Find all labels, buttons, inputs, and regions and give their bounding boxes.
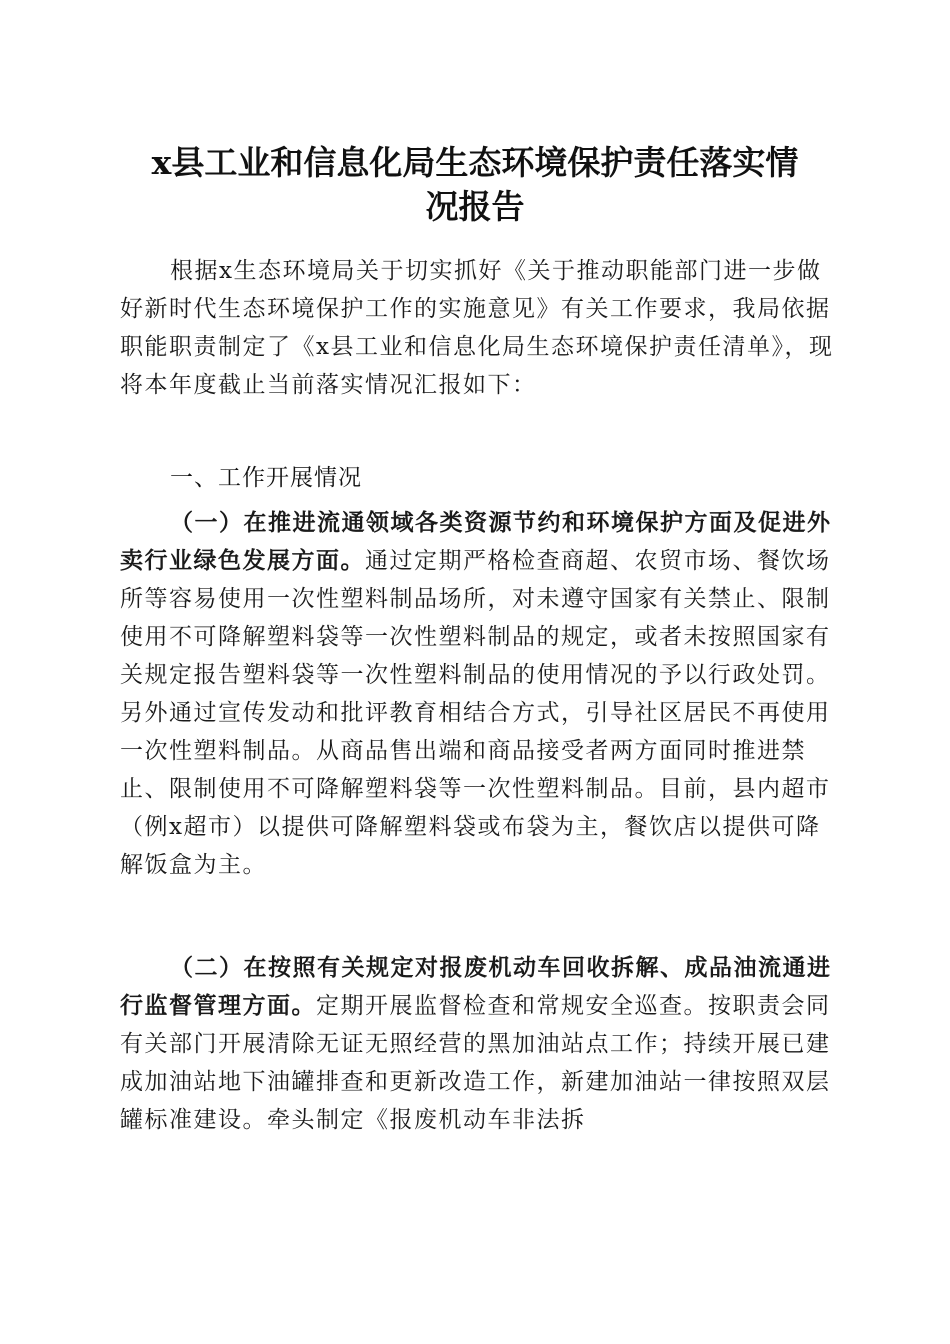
item-2-lead: （二）在按照有关规定对报废机动车回收拆解、成品油流通进行监督管理方面。: [120, 954, 832, 1019]
item-2-text: 定期开展监督检查和常规安全巡查。按职责会同有关部门开展清除无证无照经营的黑加油站点工作；持续开展已建成加油站地下油罐排查和更新改造工作，新建加油站一律按照双层罐标准建设。牵头制定《报废机动车非法拆: [120, 993, 831, 1133]
intro-paragraph: 根据x生态环境局关于切实抓好《关于推动职能部门进一步做好新时代生态环境保护工作的实施意见》有关工作要求，我局依据职能职责制定了《x县工业和信息化局生态环境保护责任清单》，现将本年度截止当前落实情况汇报如下：: [120, 258, 834, 398]
document-title-line-1: x县工业和信息化局生态环境保护责任落实情: [151, 143, 799, 182]
item-1-text: 通过定期严格检查商超、农贸市场、餐饮场所等容易使用一次性塑料制品场所，对未遵守国家有关禁止、限制使用不可降解塑料袋等一次性塑料制品的规定，或者未按照国家有关规定报告塑料袋等一次性塑料制品的使用情况的予以行政处罚。另外通过宣传发动和批评教育相结合方式，引导社区居民不再使用一次性塑料制品。从商品售出端和商品接受者两方面同时推进禁止、限制使用不可降解塑料袋等一次性塑料制品。目前，县内超市（例x超市）以提供可降解塑料袋或布袋为主，餐饮店以提供可降解饭盒为主。: [120, 548, 831, 878]
paragraph-item-1: [120, 504, 840, 884]
document-title-line-2: 况报告: [425, 187, 525, 226]
paragraph-item-2: [120, 949, 840, 1139]
section-heading-work-status: 一、工作开展情况: [170, 465, 362, 491]
item-1-lead: （一）在推进流通领域各类资源节约和环境保护方面及促进外卖行业绿色发展方面。: [120, 509, 832, 574]
